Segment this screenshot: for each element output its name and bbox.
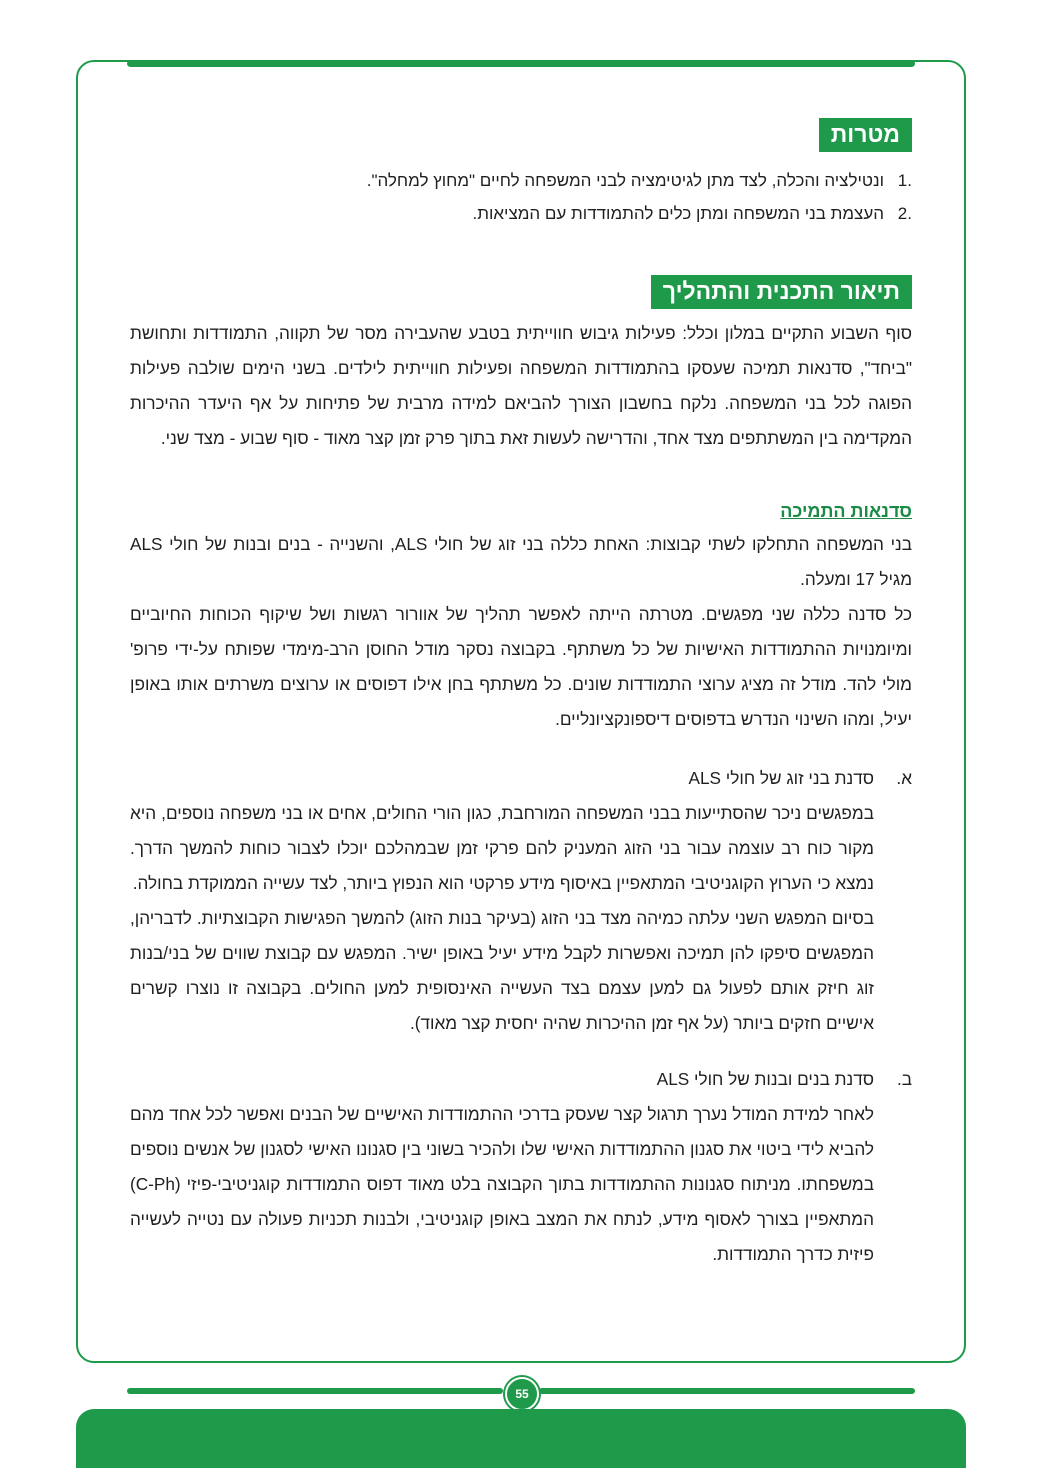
workshops-heading: סדנאות התמיכה — [780, 501, 912, 521]
footer-bar — [76, 1409, 966, 1468]
section-letter: ב. — [896, 1069, 912, 1089]
section-paragraph: לאחר למידת המודל נערך תרגול קצר שעסק בדרכי ההתמודדות האישיים של הבנים ואפשר לכל אחד מהם להביא לידי ביטוי את סגנון ההתמודדות האישי שלו ולהכיר בשוני בין סגנונו האישי לסגנון של אנשים נוספים במשפחתו. מניתוח סגנונות ההתמודדות בתוך הקבוצה בלט מאוד דפוס התמודדות קוגניטיבי-פיזי (C-Ph) המתאפיין בצורך לאסוף מידע, לנתח את המצב באופן קוגניטיבי, ולבנות תכניות פעולה עם נטייה לעשייה פיזית כדרך התמודדות. — [130, 1104, 874, 1264]
list-number: .1 — [897, 171, 912, 190]
workshops-paragraph: בני המשפחה התחלקו לשתי קבוצות: האחת כללה בני זוג של חולי ALS, והשנייה - בנים ובנות של חולי ALS מגיל 17 ומעלה. — [130, 534, 913, 589]
section-b — [130, 1062, 912, 1272]
list-text: העצמת בני המשפחה ומתן כלים להתמודדות עם המציאות. — [472, 204, 884, 223]
section-paragraph: בסיום המפגש השני עלתה כמיהה מצד בני הזוג (בעיקר בנות הזוג) להמשך הפגישות הקבוצתיות. לדבריהן, המפגשים סיפקו להן תמיכה ואפשרות לקבל מידע יעיל באופן ישיר. המפגש עם קבוצת שווים של בני/בנות זוג חיזק אותם לפעול גם למען עצמם בצד העשייה האינסופית למען החולים. בקבוצה זו נוצרו קשרים אישיים חזקים ביותר (על אף זמן ההיכרות שהיה יחסית קצר מאוד). — [130, 908, 874, 1033]
section-a — [130, 761, 912, 1041]
list-item — [130, 164, 912, 197]
section-title-text: סדנת בנים ובנות של חולי ALS — [656, 1069, 874, 1089]
list-text: ונטילציה והכלה, לצד מתן לגיטימציה לבני המשפחה לחיים "מחוץ למחלה". — [366, 171, 884, 190]
list-item — [130, 197, 912, 230]
section-b-body — [130, 1097, 912, 1272]
footer-rule-right — [539, 1388, 915, 1394]
program-paragraph: סוף השבוע התקיים במלון וכלל: פעילות גיבוש חווייתית בטבע שהעבירה מסר של תקווה, התמודדות ותחושת "ביחד", סדנאות תמיכה שעסקו בהתמודדות המשפחה ופעילות חווייתית לילדים. בשני הימים שולבה פעילות הפוגה לכל בני המשפחה. נלקח בחשבון הצורך להביאם למידה מרבית של פתיחות על אף היעדר ההיכרות המקדימה בין המשתתפים מצד אחד, והדרישה לעשות זאת בתוך פרק זמן קצר מאוד - סוף שבוע - מצד שני. — [130, 323, 912, 448]
section-a-body — [130, 796, 912, 1041]
workshops-paragraph: כל סדנה כללה שני מפגשים. מטרתה הייתה לאפשר תהליך של אוורור רגשות ושל שיקוף הכוחות החיוביים ומיומנויות ההתמודדות האישיות של כל משתתף. בקבוצה נסקר מודל החוסן הרב-מימדי שפותח על-ידי פרופ' מולי להד. מודל זה מציג ערוצי התמודדות שונים. כל משתתף בחן אילו דפוסים או ערוצים משרתים אותו באופן יעיל, ומהו השינוי הנדרש בדפוסים דיספונקציונליים. — [130, 604, 912, 729]
section-letter: א. — [896, 768, 912, 788]
page-content — [130, 115, 912, 1272]
section-a-title — [130, 761, 912, 796]
section-b-title — [130, 1062, 912, 1097]
page-number: 55 — [505, 1377, 539, 1411]
program-heading: תיאור התכנית והתהליך — [651, 275, 912, 309]
list-number: .2 — [897, 204, 912, 223]
section-paragraph: במפגשים ניכר שהסתייעות בבני המשפחה המורחבת, כגון הורי החולים, אחים או בני משפחה נוספים, היא מקור כוח רב עוצמה עבור בני הזוג המעניק להם פרקי זמן שבמהלכם יוכלו לצבור כוחות להמשך הדרך. נמצא כי הערוץ הקוגניטיבי המתאפיין באיסוף מידע פרקטי הוא הנפוץ ביותר, לצד עשייה הממוקדת בחולה. — [130, 803, 874, 893]
footer-rule-left — [127, 1388, 503, 1394]
top-rule — [127, 60, 915, 67]
goals-heading: מטרות — [819, 118, 912, 152]
section-title-text: סדנת בני זוג של חולי ALS — [688, 768, 874, 788]
goals-list — [130, 164, 912, 230]
